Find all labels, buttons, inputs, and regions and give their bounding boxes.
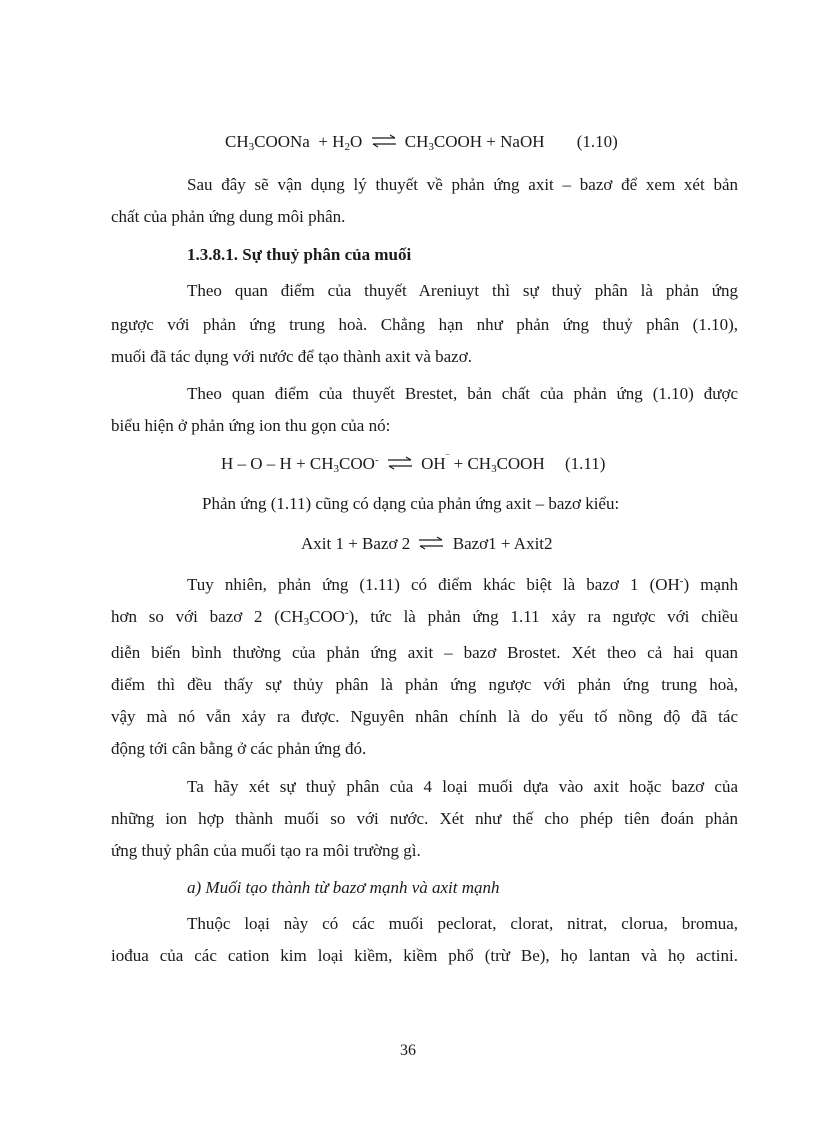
paragraph-line: Theo quan điểm của thuyết Areniuyt thì sự thuỷ phân là phản ứng bbox=[187, 281, 738, 300]
eq-right: Bazơ1 + Axit2 bbox=[452, 534, 553, 553]
page-number: 36 bbox=[400, 1042, 416, 1059]
equilibrium-arrow-icon bbox=[387, 456, 413, 470]
paragraph-line: chất của phản ứng dung môi phân. bbox=[111, 207, 346, 226]
paragraph-line: Theo quan điểm của thuyết Brestet, bản chất của phản ứng (1.10) được bbox=[187, 384, 738, 403]
eq-right: $CH_3COOH$ + NaOH bbox=[404, 132, 545, 153]
paragraph-line: hơn so với bazơ 2 $(CH_3COO^-)$, tức là phản ứng 1.11 xảy ra ngược với chiều bbox=[111, 607, 738, 628]
eq-number: (1.11) bbox=[564, 454, 606, 473]
paragraph-line: muối đã tác dụng với nước để tạo thành axit và bazơ. bbox=[111, 347, 472, 366]
paragraph-line: Sau đây sẽ vận dụng lý thuyết về phản ứng axit – bazơ để xem xét bản bbox=[187, 175, 738, 194]
paragraph-line: diễn biến bình thường của phản ứng axit – bazơ Brostet. Xét theo cả hai quan bbox=[111, 643, 738, 662]
eq-left: $CH_3COONa + H_2O$ bbox=[225, 132, 363, 153]
section-heading: 1.3.8.1. Sự thuỷ phân của muối bbox=[187, 245, 412, 264]
paragraph-line: ngược với phản ứng trung hoà. Chẳng hạn như phản ứng thuỷ phân (1.10), bbox=[111, 315, 738, 334]
paragraph-line: vậy mà nó vẫn xảy ra được. Nguyên nhân chính là do yếu tố nồng độ đã tác bbox=[111, 707, 738, 726]
paragraph-line: ứng thuỷ phân của muối tạo ra môi trường gì. bbox=[111, 841, 421, 860]
paragraph-line: Phản ứng (1.11) cũng có dạng của phản ứng axit – bazơ kiểu: bbox=[202, 494, 620, 513]
paragraph-line: Tuy nhiên, phản ứng (1.11) có điểm khác biệt là bazơ 1 (OH-) mạnh bbox=[187, 575, 738, 594]
equilibrium-arrow-icon bbox=[371, 134, 397, 148]
eq-left: $H - O - H + CH_3COO^-$ bbox=[221, 454, 379, 475]
equilibrium-arrow-icon bbox=[418, 536, 444, 550]
paragraph-line: Thuộc loại này có các muối peclorat, clorat, nitrat, clorua, bromua, bbox=[187, 914, 738, 933]
paragraph-line: những ion hợp thành muối so với nước. Xét như thế cho phép tiên đoán phản bbox=[111, 809, 738, 828]
equation-general bbox=[301, 533, 553, 555]
paragraph-line: iođua của các cation kim loại kiềm, kiềm phổ (trừ Be), họ lantan và họ actini. bbox=[111, 946, 738, 965]
equation-1-10 bbox=[225, 131, 618, 153]
sub-heading: a) Muối tạo thành từ bazơ mạnh và axit mạnh bbox=[187, 878, 500, 897]
eq-left: Axit 1 + Bazơ 2 bbox=[301, 534, 411, 553]
eq-number: (1.10) bbox=[576, 132, 618, 151]
paragraph-line: động tới cân bằng ở các phản ứng đó. bbox=[111, 739, 367, 758]
paragraph-line: biểu hiện ở phản ứng ion thu gọn của nó: bbox=[111, 416, 391, 435]
eq-right: $OH^‾ + CH_3COOH$ bbox=[421, 454, 545, 475]
equation-1-11 bbox=[221, 453, 605, 475]
paragraph-line: Ta hãy xét sự thuỷ phân của 4 loại muối dựa vào axit hoặc bazơ của bbox=[187, 777, 738, 796]
paragraph-line: điểm thì đều thấy sự thủy phân là phản ứng ngược với phản ứng trung hoà, bbox=[111, 675, 738, 694]
